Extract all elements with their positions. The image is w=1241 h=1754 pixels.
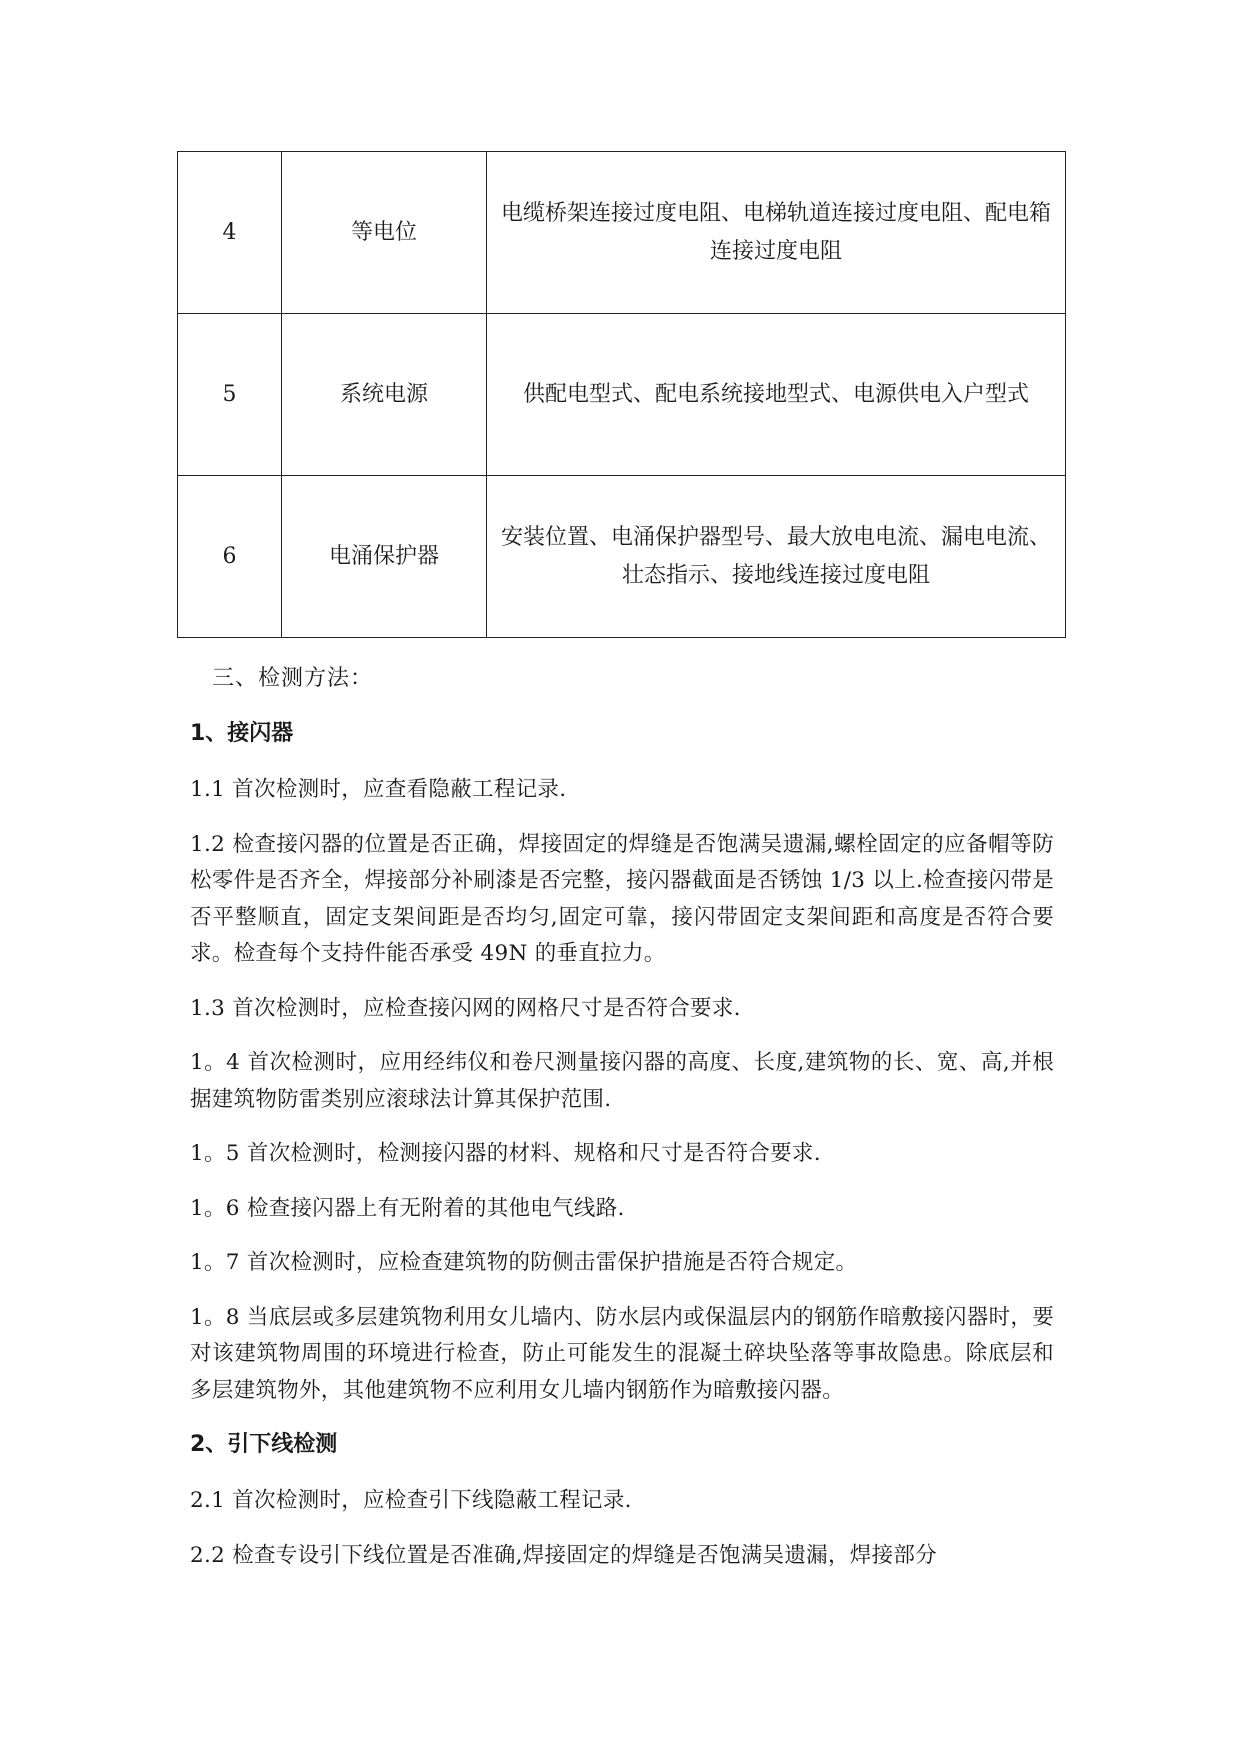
- inspection-items-table: [177, 151, 1066, 638]
- row-number: 4: [178, 152, 282, 314]
- item-content: 供配电型式、配电系统接地型式、电源供电入户型式: [487, 314, 1066, 476]
- document-body: [190, 660, 1054, 1592]
- paragraph: 2.2 检查专设引下线位置是否准确,焊接固定的焊缝是否饱满吴遗漏，焊接部分: [190, 1542, 937, 1568]
- table-row: [178, 314, 1066, 476]
- item-content: 电缆桥架连接过度电阻、电梯轨道连接过度电阻、配电箱连接过度电阻: [487, 152, 1066, 314]
- paragraph: 1.2 检查接闪器的位置是否正确，焊接固定的焊缝是否饱满吴遗漏,螺栓固定的应备帽等防松零件是否齐全，焊接部分补刷漆是否完整，接闪器截面是否锈蚀 1/3 以上.检查接闪带是否平整顺直，固定支架间距是否均匀,固定可靠，接闪带固定支架间距和高度是否符合要求。检查每个支持件能否承受 49N 的垂直拉力。: [190, 831, 1054, 966]
- paragraph: 1。8 当底层或多层建筑物利用女儿墙内、防水层内或保温层内的钢筋作暗敷接闪器时，要对该建筑物周围的环境进行检查，防止可能发生的混凝土碎块坠落等事故隐患。除底层和多层建筑物外，其他建筑物不应利用女儿墙内钢筋作为暗敷接闪器。: [190, 1304, 1054, 1403]
- paragraph: 1.1 首次检测时，应查看隐蔽工程记录.: [190, 777, 567, 802]
- heading-lightning-receptor: 1、接闪器: [190, 721, 294, 746]
- item-name: 系统电源: [282, 314, 487, 476]
- section-title: 三、检测方法：: [212, 666, 374, 691]
- item-content: 安装位置、电涌保护器型号、最大放电电流、漏电电流、壮态指示、接地线连接过度电阻: [487, 476, 1066, 638]
- item-name: 电涌保护器: [282, 476, 487, 638]
- paragraph: 1。7 首次检测时，应检查建筑物的防侧击雷保护措施是否符合规定。: [190, 1250, 858, 1275]
- table-row: [178, 152, 1066, 314]
- paragraph: 1。5 首次检测时，检测接闪器的材料、规格和尺寸是否符合要求.: [190, 1141, 821, 1166]
- item-name: 等电位: [282, 152, 487, 314]
- table-row: [178, 476, 1066, 638]
- heading-down-conductor: 2、引下线检测: [190, 1432, 338, 1457]
- paragraph: 1。6 检查接闪器上有无附着的其他电气线路.: [190, 1195, 625, 1221]
- paragraph: 2.1 首次检测时，应检查引下线隐蔽工程记录.: [190, 1488, 632, 1513]
- row-number: 5: [178, 314, 282, 476]
- row-number: 6: [178, 476, 282, 638]
- paragraph: 1。4 首次检测时，应用经纬仪和卷尺测量接闪器的高度、长度,建筑物的长、宽、高,并根据建筑物防雷类别应滚球法计算其保护范围.: [190, 1050, 1054, 1112]
- paragraph: 1.3 首次检测时，应检查接闪网的网格尺寸是否符合要求.: [190, 995, 741, 1021]
